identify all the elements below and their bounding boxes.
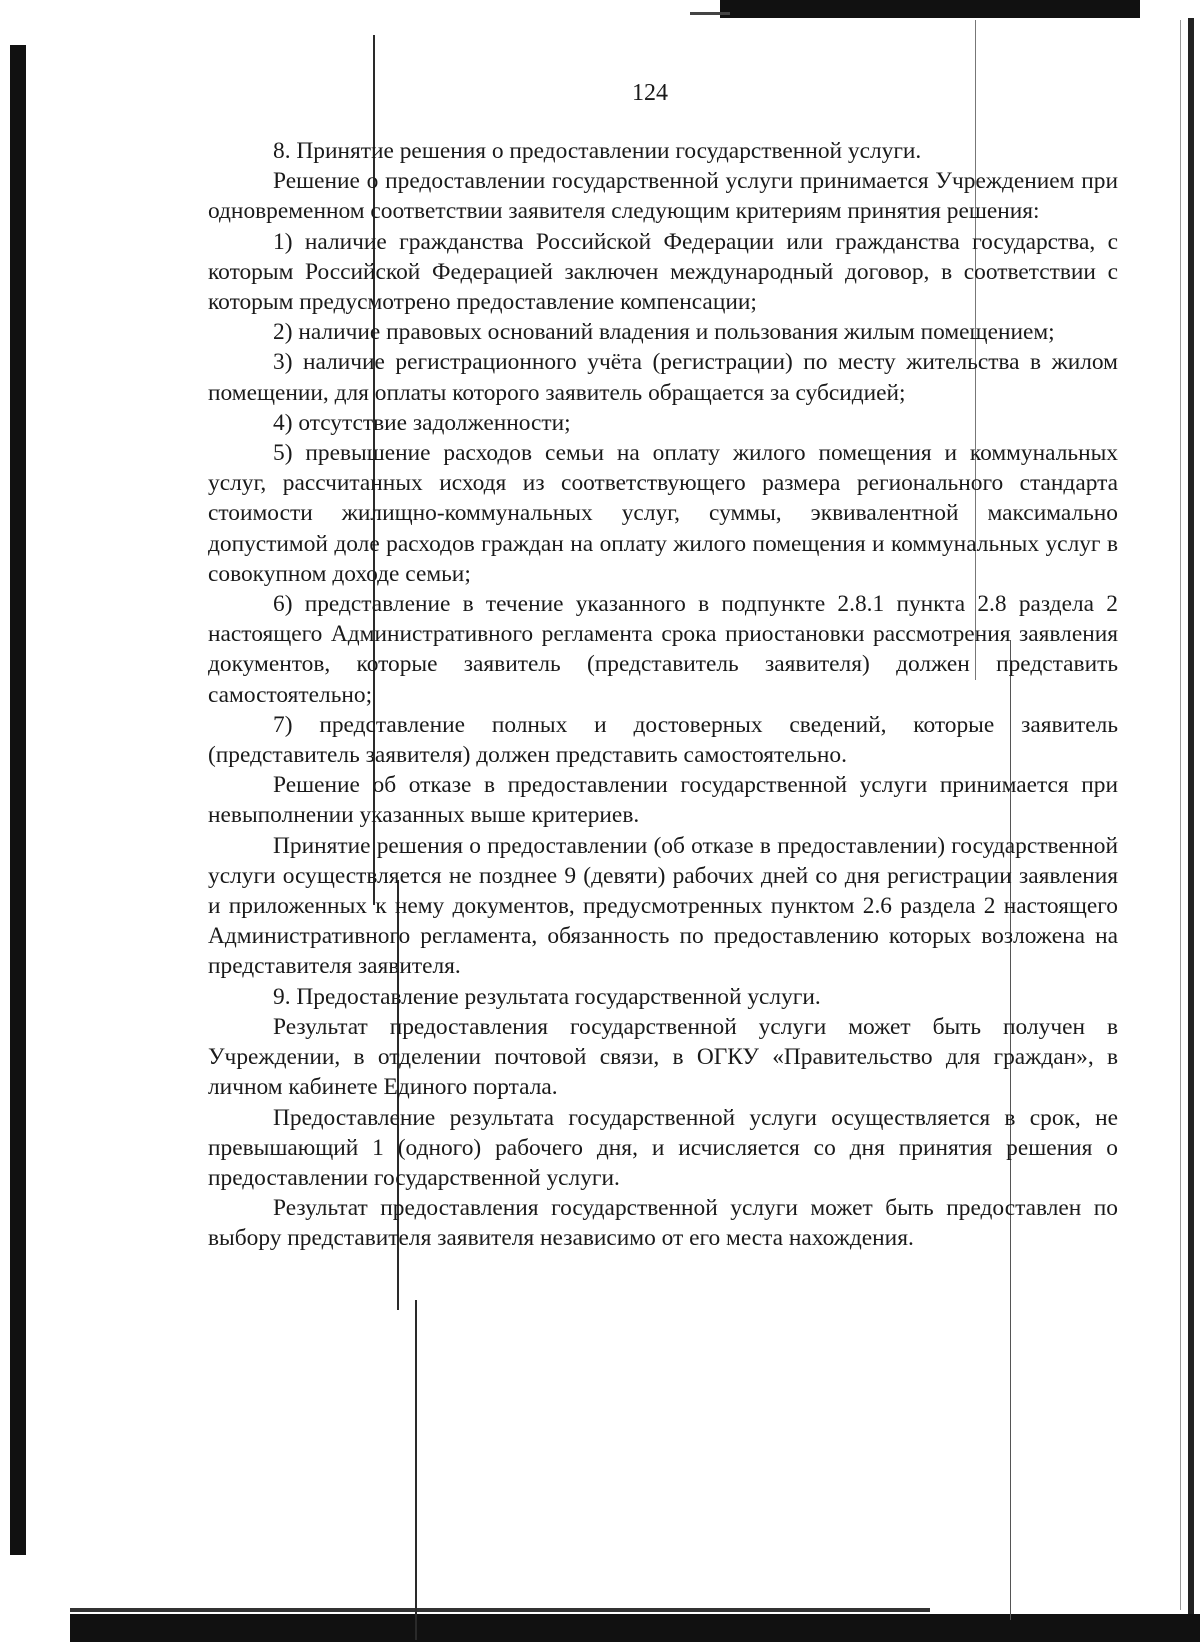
scan-edge-top [720, 0, 1140, 18]
scan-fold-line [1180, 20, 1181, 1610]
paragraph: Предоставление результата государственной услуги осуществляется в срок, не превышающий 1 (одного) рабочего дня, и исчисляется со дня принятия решения о предоставлении государственной услуги. [208, 1104, 1118, 1191]
scan-edge-bottom-thin [70, 1608, 930, 1612]
scan-edge-left [10, 45, 26, 1555]
paragraph: Результат предоставления государственной услуги может быть предоставлен по выбору представителя заявителя независимо от его места нахождения. [208, 1195, 1118, 1252]
scan-fold-line [415, 1300, 417, 1640]
scan-edge-right [1188, 18, 1194, 1618]
paragraph: Результат предоставления государственной услуги может быть получен в Учреждении, в отделении почтовой связи, в ОГКУ «Правительство для граждан», в личном кабинете Единого портала. [208, 1013, 1118, 1101]
paragraph: Принятие решения о предоставлении (об отказе в предоставлении) государственной услуги осуществляется не позднее 9 (девяти) рабочих дней со дня регистрации заявления и приложенных к нему документов, предусмотренных пунктом 2.6 раздела 2 настоящего Административного регламента, обязанность по предоставлению которых возложена на представителя заявителя. [208, 832, 1118, 980]
list-item: 1) наличие гражданства Российской Федерации или гражданства государства, с которым Российской Федерацией заключен международный договор, в соответствии с которым предусмотрено предоставление компенсации; [208, 228, 1118, 316]
list-item: 2) наличие правовых оснований владения и пользования жилым помещением; [273, 319, 1055, 346]
section-heading-8: 8. Принятие решения о предоставлении государственной услуги. [273, 138, 922, 164]
section-heading-9: 9. Предоставление результата государственной услуги. [273, 983, 821, 1010]
document-body [208, 136, 1118, 1254]
list-item: 5) превышение расходов семьи на оплату жилого помещения и коммунальных услуг, рассчитанных исходя из соответствующего размера регионального стандарта стоимости жилищно-коммунальных услуг, суммы, эквивалентной максимально допустимой доле расходов граждан на оплату жилого помещения и коммунальных услуг в совокупном доходе семьи; [208, 440, 1118, 587]
list-item: 7) представление полных и достоверных сведений, которые заявитель (представитель заявителя) должен представить самостоятельно. [208, 711, 1118, 769]
scan-edge-top-thin [690, 12, 730, 15]
paragraph: Решение об отказе в предоставлении государственной услуги принимается при невыполнении указанных выше критериев. [208, 772, 1118, 829]
list-item: 6) представление в течение указанного в подпункте 2.8.1 пункта 2.8 раздела 2 настоящего Административного регламента срока приостановки рассмотрения заявления документов, которые заявитель (представитель заявителя) должен представить самостоятельно; [208, 591, 1118, 708]
scan-edge-bottom [70, 1614, 1200, 1642]
page-number: 124 [632, 80, 668, 106]
paragraph: Решение о предоставлении государственной услуги принимается Учреждением при одновременном соответствии заявителя следующим критериям принятия решения: [208, 168, 1118, 225]
list-item: 3) наличие регистрационного учёта (регистрации) по месту жительства в жилом помещении, для оплаты которого заявитель обращается за субсидией; [208, 349, 1118, 406]
list-item: 4) отсутствие задолженности; [273, 409, 571, 436]
